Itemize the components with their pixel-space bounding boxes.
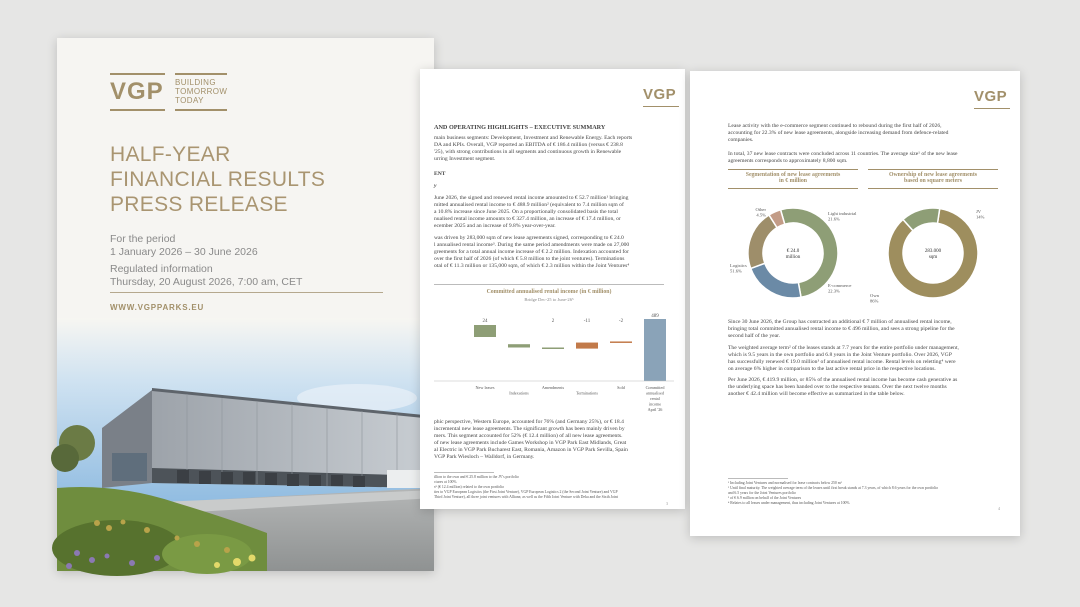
slice-label: Logistics <box>730 263 747 268</box>
ownership-donut-chart <box>868 191 998 316</box>
category-label: annualised <box>646 390 664 396</box>
logo-tagline: BUILDING TOMORROW TODAY <box>175 78 228 105</box>
bar-total <box>644 319 666 381</box>
ecommerce-paragraph: Lease activity with the e-commerce segment continued to rebound during the first half of 2026, accounting for 22.3% of new lease agreements, alongside increasing demand from defence-related companies. <box>728 123 949 143</box>
segmentation-chart-title: Segmentation of new lease agreements in € million <box>745 172 841 184</box>
report-page-4 <box>690 71 1020 536</box>
since-june-paragraph: Since 30 June 2026, the Group has contracted an additional € 7 million of annualised rental income, bringing total committed annualised rental income to € 496 million, and sees a strong pipeline for the second half of the year. <box>728 319 955 339</box>
geography-paragraph: phic perspective, Western Europe, accounted for 76% (and Germany 25%), or € 18.4 incremental new lease agreements. The significant growth has been mainly driven by mers. This segment accounted for 52% (€ 12.4 million) of all new lease agreements. of new lease agreements include Games Workshop in VGP Park East Midlands, Great al Electric in VGP Park Bucharest East, Romania, Amazon in VGP Park Sevilla, Spain VGP Park Wiesloch – Walldorf, in Germany. <box>434 419 628 460</box>
center-label: million <box>785 255 801 260</box>
chart1-top-rule <box>728 169 858 170</box>
center-label: € 24.0 <box>786 249 800 254</box>
slice-label: Other <box>755 207 766 212</box>
slice-label: Light industrial <box>828 211 857 216</box>
value-label: 489 <box>651 314 659 319</box>
value-label: -2 <box>618 319 624 324</box>
chart2-top-rule <box>868 169 998 170</box>
bar-amendments <box>542 348 564 350</box>
category-label: income <box>648 401 662 407</box>
chart1-bottom-rule <box>728 188 858 189</box>
category-label: Sold <box>617 385 625 390</box>
ownership-chart-title: Ownership of new lease agreements based on square meters <box>888 172 978 184</box>
vgp-logo-small: VGP <box>974 88 1007 105</box>
chart2-bottom-rule <box>868 188 998 189</box>
subheading-leasing: y <box>434 183 437 189</box>
segmentation-donut-chart <box>728 191 858 316</box>
page-number: 3 <box>666 501 668 506</box>
cover-divider <box>110 292 383 293</box>
category-label: Amendments <box>541 385 565 390</box>
regulated-block <box>110 263 302 289</box>
period-block <box>110 233 258 259</box>
footnote-divider <box>728 478 788 479</box>
category-label: rental <box>650 396 660 401</box>
footnotes: illion to the own and € 25.8 million to the JV's portfolio ctures at 100% s⁸ (€ 12.4 million) related to the own portfolio ties to VGP European Logistics (the First Joint Venture), VGP European Logistics 2 (the Second Joint Venture) and VGP Third Joint Venture), all three joint ventures with Allianz; as well as the Fifth Joint Venture with Deka and the Sixth Joint <box>434 475 618 499</box>
value-label: -11 <box>583 319 591 324</box>
bridge-chart-subtitle: Bridge Dec-25 to June-26⁵ <box>524 297 574 302</box>
cover-page <box>57 38 437 571</box>
report-page-3 <box>420 69 685 509</box>
period-value: 1 January 2026 – 30 June 2026 <box>110 246 258 258</box>
slice-value-label: 22.3% <box>828 288 840 294</box>
slice-value-label: 21.6% <box>828 216 840 222</box>
cash-generative-paragraph: Per June 2026, € 419.9 million, or 85% of the annualised rental income has become cash generative as the underlying space has been handed over to the respective tenants. Over the next twelve months another € 42.4 million will become effective as summarized in the table below. <box>728 377 958 397</box>
chart-divider <box>434 284 664 285</box>
center-label: 283.000 <box>924 249 942 254</box>
page-number: 4 <box>998 506 1000 511</box>
value-label: 2 <box>551 319 555 324</box>
slice-light-industrial <box>748 212 777 268</box>
slice-label: E-commerce <box>828 283 852 288</box>
bar-indexations <box>508 344 530 347</box>
category-label: New leases <box>475 385 495 390</box>
bridge-chart <box>434 309 674 412</box>
footnote-divider <box>434 472 494 473</box>
slice-value-label: 86% <box>870 298 879 304</box>
value-label: 24 <box>482 319 488 324</box>
category-label: April '26 <box>647 407 663 412</box>
category-label: Indexations <box>509 390 529 396</box>
subheading-development: ENT <box>434 171 446 177</box>
slice-value-label: 4.5% <box>756 212 766 218</box>
period-label: For the period <box>110 233 176 245</box>
footnotes: ¹ Including Joint Ventures and normalised for lease contracts below 250 m² ² Until final maturity. The weighted average term of the leases until first break stands at 7.3 years, of which 8.6 years for the own portfolio and 6.5 years for the Joint Ventures portfolio ³ of € 6.9 million on behalf of the Joint Ventures ⁴ Relates to all leases under management, thus including Joint Ventures at 100% <box>728 481 939 505</box>
vgp-logo-small: VGP <box>643 86 676 103</box>
slice-e-commerce <box>751 263 801 298</box>
weighted-term-paragraph: The weighted average term² of the leases stands at 7.7 years for the entire portfolio under management, which is 9.5 years in the own portfolio and 6.8 years in the Joint Venture portfolio. Over 2026, VGP has successfully renewed € 19.0 million³ of annualised rental income. Rental levels on reletting⁴ were on average 6% higher in comparison to the last active rental price in the respective locations. <box>728 345 959 372</box>
slice-value-label: 14% <box>976 214 985 220</box>
new-lease-paragraph: was driven by 283,000 sqm of new lease agreements signed, corresponding to € 24.0 l annualised rental income³. During the same period amendments were made on 27,000 greements for a total annual income increase of € 2.2 million. Indexation accounted for over the first half of 2026 (of which € 5.8 million to the joint ventures). Terminations otal of € 11.3 million or 135,000 sqm, of which € 2.3 million within the Joint Ventures⁴ <box>434 235 630 269</box>
intro-paragraph: main business segments: Development, Investment and Renewable Energy. Each reports DA and KPIs. Overall, VGP reported an EBITDA of € 186.4 million (versus € 238.8 '25), with strong contributions in all segments and continuous growth in Renewable urring Investment segment. <box>434 135 633 162</box>
regulated-value: Thursday, 20 August 2026, 7:00 am, CET <box>110 276 303 288</box>
regulated-label: Regulated information <box>110 263 213 275</box>
bar-new-leases <box>474 325 496 337</box>
leasing-paragraph: June 2026, the signed and renewed rental income amounted to € 52.7 million¹ bringing mitted annualised rental income to € 488.9 million² (equivalent to 7.4 million sqm of a 10.8% increase since June 2025. On a proportionally consolidated basis the total nualised rental income amounts to € 327.4 million, an increase of € 17.4 million, or ecember 2025 and an increase of 9.8% year-over-year. <box>434 195 629 229</box>
contracts-paragraph: In total, 37 new lease contracts were concluded across 11 countries. The average size¹ of the new lease agreements corresponds to approximately 8,800 sqm. <box>728 151 958 164</box>
section-heading: AND OPERATING HIGHLIGHTS – EXECUTIVE SUMMARY <box>434 124 606 131</box>
slice-label: Own <box>870 293 879 298</box>
bridge-chart-title: Committed annualised rental income (in € million) <box>486 289 612 295</box>
cover-title: HALF-YEAR FINANCIAL RESULTS PRESS RELEASE <box>110 143 326 216</box>
slice-label: JV <box>976 209 982 214</box>
website-link[interactable]: WWW.VGPPARKS.EU <box>110 303 205 312</box>
category-label: Terminations <box>575 390 599 396</box>
bar-sold <box>610 341 632 343</box>
slice-value-label: 51.6% <box>730 268 742 274</box>
center-label: sqm <box>928 255 938 260</box>
logo-text: VGP <box>110 78 164 105</box>
bar-terminations <box>576 343 598 349</box>
category-label: Committed <box>645 385 665 390</box>
warehouse-photo <box>57 318 434 571</box>
